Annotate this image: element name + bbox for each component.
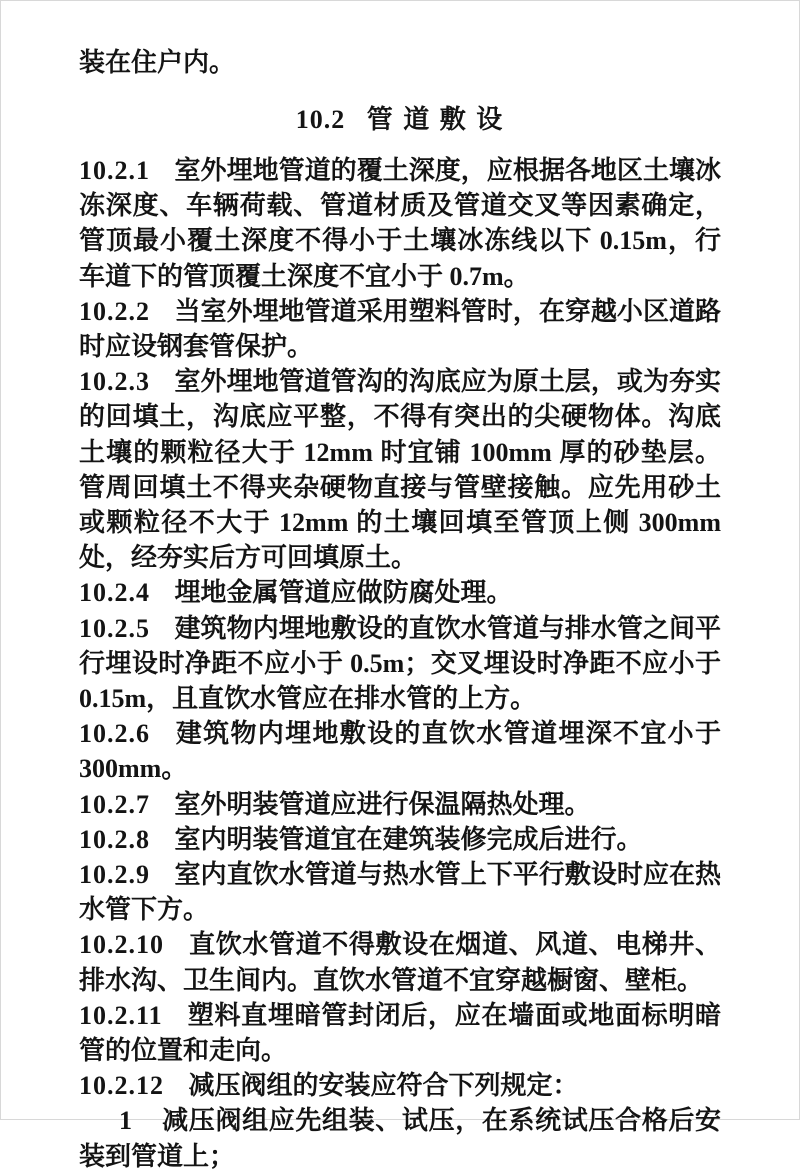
clause-text: 当室外埋地管道采用塑料管时，在穿越小区道路时应设钢套管保护。 [79, 296, 721, 362]
sub-item-1 [79, 1103, 721, 1173]
clause-10-2-3 [79, 364, 721, 575]
clause-text: 直饮水管道不得敷设在烟道、风道、电梯井、排水沟、卫生间内。直饮水管道不宜穿越橱窗、壁柜。 [79, 930, 721, 995]
clause-number: 10.2.6 [79, 719, 150, 749]
clause-number: 10.2.7 [79, 789, 150, 819]
clause-10-2-8 [79, 822, 721, 857]
page-content [1, 1, 799, 1171]
clause-text: 室内直饮水管道与热水管上下平行敷设时应在热水管下方。 [79, 860, 721, 925]
section-title: 管 道 敷 设 [366, 105, 505, 134]
clause-text: 室外明装管道应进行保温隔热处理。 [174, 789, 591, 819]
clause-number: 10.2.2 [79, 296, 150, 326]
clause-10-2-2 [79, 294, 721, 364]
continuation-line: 装在住户内。 [79, 48, 236, 77]
clause-text: 建筑物内埋地敷设的直饮水管道埋深不宜小于 300mm。 [79, 719, 721, 784]
clause-10-2-6 [79, 716, 721, 786]
clause-10-2-12 [79, 1068, 721, 1103]
clause-10-2-9 [79, 857, 721, 927]
section-heading [79, 102, 721, 138]
clause-number: 10.2.9 [79, 860, 150, 890]
clause-text: 建筑物内埋地敷设的直饮水管道与排水管之间平行埋设时净距不应小于 0.5m；交叉埋设时净距不应小于 0.15m，且直饮水管应在排水管的上方。 [79, 613, 721, 714]
sub-item-number: 1 [119, 1106, 133, 1136]
clause-10-2-10 [79, 927, 721, 997]
clause-number: 10.2.8 [79, 824, 150, 854]
clause-text: 减压阀组的安装应符合下列规定： [188, 1071, 579, 1101]
clause-text: 塑料直埋暗管封闭后，应在墙面或地面标明暗管的位置和走向。 [79, 1000, 721, 1066]
clause-text: 室外埋地管道管沟的沟底应为原土层，或为夯实的回填土，沟底应平整，不得有突出的尖硬物体。沟底土壤的颗粒径大于 12mm 时宜铺 100mm 厚的砂垫层。管周回填土不得夹杂硬物直接与管壁接触。应先用砂土或颗粒径不大于 12mm 的土壤回填至管顶上侧 300mm 处，经夯实后方可回填原土。 [79, 367, 721, 573]
clause-number: 10.2.12 [79, 1071, 164, 1101]
clause-text: 埋地金属管道应做防腐处理。 [174, 578, 513, 608]
clause-10-2-1 [79, 153, 721, 294]
clause-10-2-7 [79, 787, 721, 822]
clause-number: 10.2.1 [79, 156, 150, 185]
clause-10-2-4 [79, 575, 721, 610]
clause-number: 10.2.4 [79, 578, 150, 608]
clause-number: 10.2.3 [79, 367, 150, 397]
clause-10-2-5 [79, 611, 721, 717]
clause-number: 10.2.5 [79, 613, 150, 643]
clause-number: 10.2.11 [79, 1000, 163, 1030]
clause-number: 10.2.10 [79, 930, 164, 960]
clause-10-2-11 [79, 998, 721, 1068]
clause-text: 室内明装管道宜在建筑装修完成后进行。 [174, 824, 643, 854]
sub-item-text: 减压阀组应先组装、试压，在系统试压合格后安装到管道上； [79, 1106, 721, 1171]
section-number: 10.2 [295, 105, 346, 134]
clause-text: 室外埋地管道的覆土深度，应根据各地区土壤冰冻深度、车辆荷载、管道材质及管道交叉等因素确定，管顶最小覆土深度不得小于土壤冰冻线以下 0.15m，行车道下的管顶覆土深度不宜小于 0.7m。 [79, 156, 721, 291]
